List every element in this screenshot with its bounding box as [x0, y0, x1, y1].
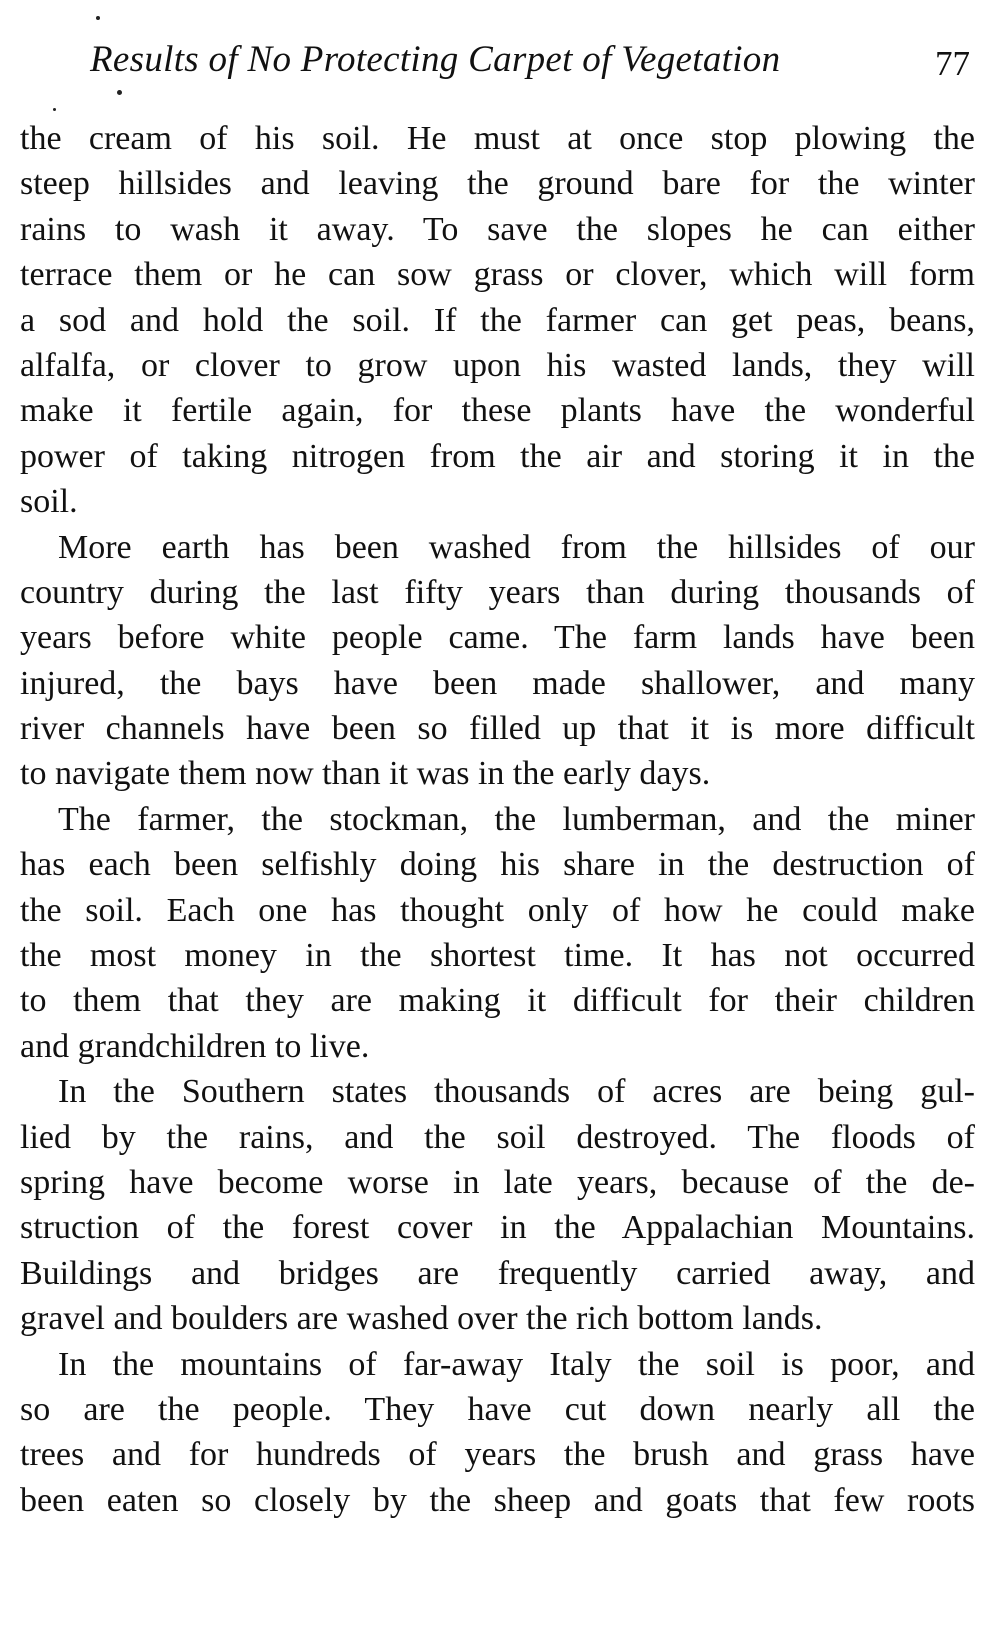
paragraph	[20, 1069, 975, 1341]
running-head-title: Results of No Protecting Carpet of Vegetation	[90, 39, 781, 80]
text-line: so are the people. They have cut down nearly all the	[20, 1390, 975, 1428]
paragraph	[20, 525, 975, 797]
paragraph	[20, 797, 975, 1069]
text-line: and grandchildren to live.	[20, 1027, 370, 1065]
text-line: In the mountains of far-away Italy the soil is poor, and	[58, 1345, 975, 1383]
text-line: gravel and boulders are washed over the rich bottom lands.	[20, 1300, 823, 1338]
text-line: struction of the forest cover in the Appalachian Mountains.	[20, 1209, 975, 1247]
text-line: to navigate them now than it was in the early days.	[20, 755, 711, 793]
paragraph	[20, 116, 975, 525]
running-head	[90, 34, 970, 86]
text-line: In the Southern states thousands of acres are being gul-	[58, 1073, 975, 1111]
text-line: soil.	[20, 483, 78, 521]
text-line: to them that they are making it difficult for their children	[20, 982, 975, 1020]
text-line: More earth has been washed from the hillsides of our	[58, 528, 975, 566]
text-line: years before white people came. The farm lands have been	[20, 619, 975, 657]
text-line: lied by the rains, and the soil destroyed. The floods of	[20, 1118, 975, 1156]
text-line: river channels have been so filled up that it is more difficult	[20, 710, 975, 748]
text-line: The farmer, the stockman, the lumberman, and the miner	[58, 800, 975, 838]
print-speck	[53, 108, 56, 111]
text-line: spring have become worse in late years, because of the de-	[20, 1163, 975, 1201]
text-line: steep hillsides and leaving the ground bare for the winter	[20, 165, 975, 203]
text-line: make it fertile again, for these plants have the wonderful	[20, 392, 975, 430]
text-line: injured, the bays have been made shallower, and many	[20, 664, 975, 702]
print-speck	[117, 90, 122, 95]
text-line: country during the last fifty years than during thousands of	[20, 573, 975, 611]
paragraph	[20, 1342, 975, 1524]
page-number: 77	[935, 44, 970, 83]
text-line: the most money in the shortest time. It has not occurred	[20, 937, 975, 975]
text-line: has each been selfishly doing his share in the destruction of	[20, 846, 975, 884]
print-speck	[96, 16, 100, 20]
text-line: been eaten so closely by the sheep and goats that few roots	[20, 1481, 975, 1519]
text-line: the cream of his soil. He must at once stop plowing the	[20, 120, 975, 157]
text-line: power of taking nitrogen from the air and storing it in the	[20, 437, 975, 475]
text-line: a sod and hold the soil. If the farmer can get peas, beans,	[20, 301, 975, 339]
text-line: trees and for hundreds of years the brush and grass have	[20, 1436, 975, 1474]
text-line: terrace them or he can sow grass or clover, which will form	[20, 256, 975, 294]
text-line: the soil. Each one has thought only of how he could make	[20, 891, 975, 929]
body-text	[20, 116, 975, 1523]
text-line: Buildings and bridges are frequently carried away, and	[20, 1254, 975, 1292]
text-line: rains to wash it away. To save the slopes he can either	[20, 210, 975, 248]
text-line: alfalfa, or clover to grow upon his wasted lands, they will	[20, 346, 975, 384]
